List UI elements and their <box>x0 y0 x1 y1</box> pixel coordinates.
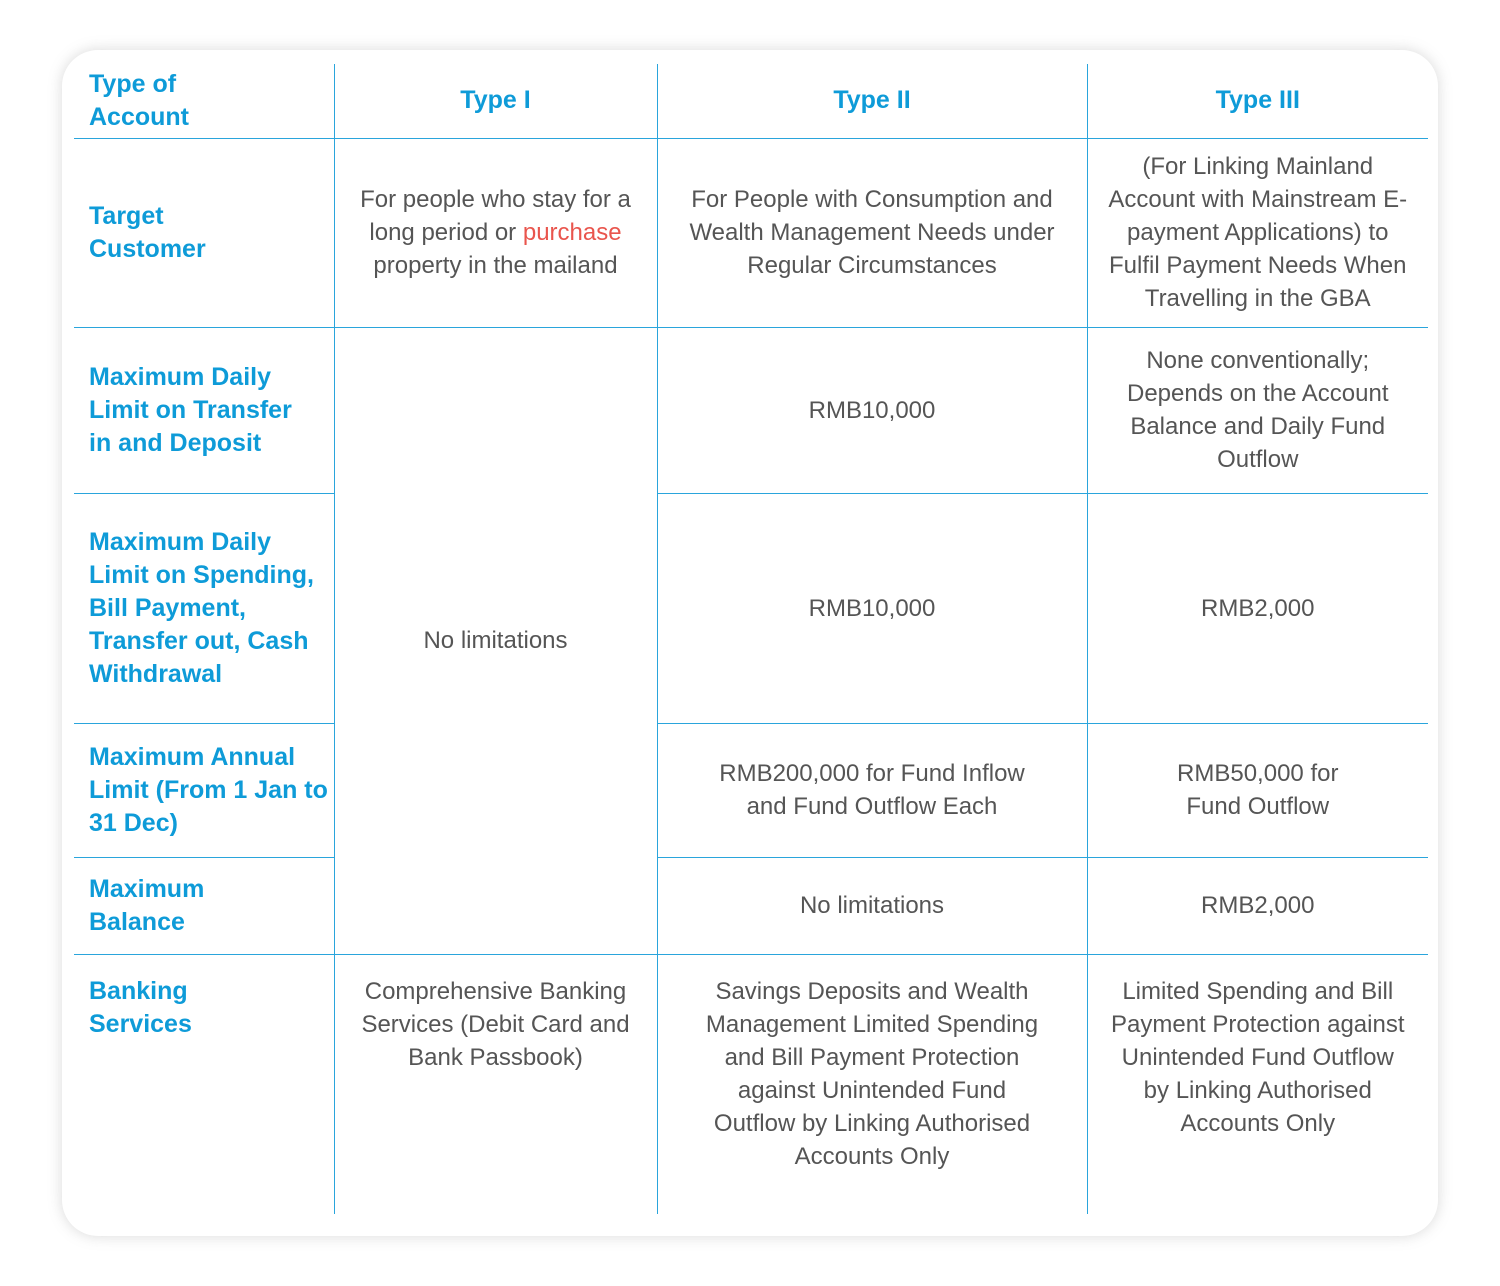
target-customer-row <box>74 138 1428 327</box>
banking-services-type-2: Savings Deposits and Wealth Management Limited Spending and Bill Payment Protection against Unintended Fund Outflow by Linking Authorised Accounts Only <box>657 954 1087 1214</box>
daily-deposit-label: Maximum Daily Limit on Transfer in and Deposit <box>74 327 334 493</box>
account-type-comparison-table <box>74 64 1428 1214</box>
daily-spending-type-2: RMB10,000 <box>657 493 1087 723</box>
type-of-account-header: Type of Account <box>74 64 334 138</box>
type-2-header: Type II <box>657 64 1087 138</box>
target-customer-label: Target Customer <box>74 138 334 327</box>
target-customer-type-2: For People with Consumption and Wealth Management Needs under Regular Circumstances <box>657 138 1087 327</box>
annual-limit-row <box>74 723 1428 857</box>
daily-spending-label: Maximum Daily Limit on Spending, Bill Payment, Transfer out, Cash Withdrawal <box>74 493 334 723</box>
type-1-limits: No limitations <box>334 327 657 954</box>
annual-limit-label: Maximum Annual Limit (From 1 Jan to 31 Dec) <box>74 723 334 857</box>
daily-deposit-row <box>74 327 1428 493</box>
daily-deposit-type-2: RMB10,000 <box>657 327 1087 493</box>
max-balance-row <box>74 857 1428 954</box>
max-balance-label: Maximum Balance <box>74 857 334 954</box>
comparison-card <box>62 50 1438 1236</box>
banking-services-row <box>74 954 1428 1214</box>
daily-spending-row <box>74 493 1428 723</box>
banking-services-label: Banking Services <box>74 954 334 1214</box>
annual-limit-type-2: RMB200,000 for Fund Inflow and Fund Outflow Each <box>657 723 1087 857</box>
max-balance-type-3: RMB2,000 <box>1087 857 1428 954</box>
purchase-highlight: purchase <box>522 219 622 246</box>
target-customer-type-3: (For Linking Mainland Account with Mainstream E-payment Applications) to Fulfil Payment Needs When Travelling in the GBA <box>1087 138 1428 327</box>
annual-limit-type-3: RMB50,000 for Fund Outflow <box>1087 723 1428 857</box>
target-customer-type-1: For people who stay for a long period or purchase property in the mailand <box>334 138 657 327</box>
max-balance-type-2: No limitations <box>657 857 1087 954</box>
type-3-header: Type III <box>1087 64 1428 138</box>
daily-spending-type-3: RMB2,000 <box>1087 493 1428 723</box>
daily-deposit-type-3: None conventionally; Depends on the Account Balance and Daily Fund Outflow <box>1087 327 1428 493</box>
banking-services-type-3: Limited Spending and Bill Payment Protection against Unintended Fund Outflow by Linking Authorised Accounts Only <box>1087 954 1428 1214</box>
header-row <box>74 64 1428 138</box>
banking-services-type-1: Comprehensive Banking Services (Debit Card and Bank Passbook) <box>334 954 657 1214</box>
type-1-header: Type I <box>334 64 657 138</box>
